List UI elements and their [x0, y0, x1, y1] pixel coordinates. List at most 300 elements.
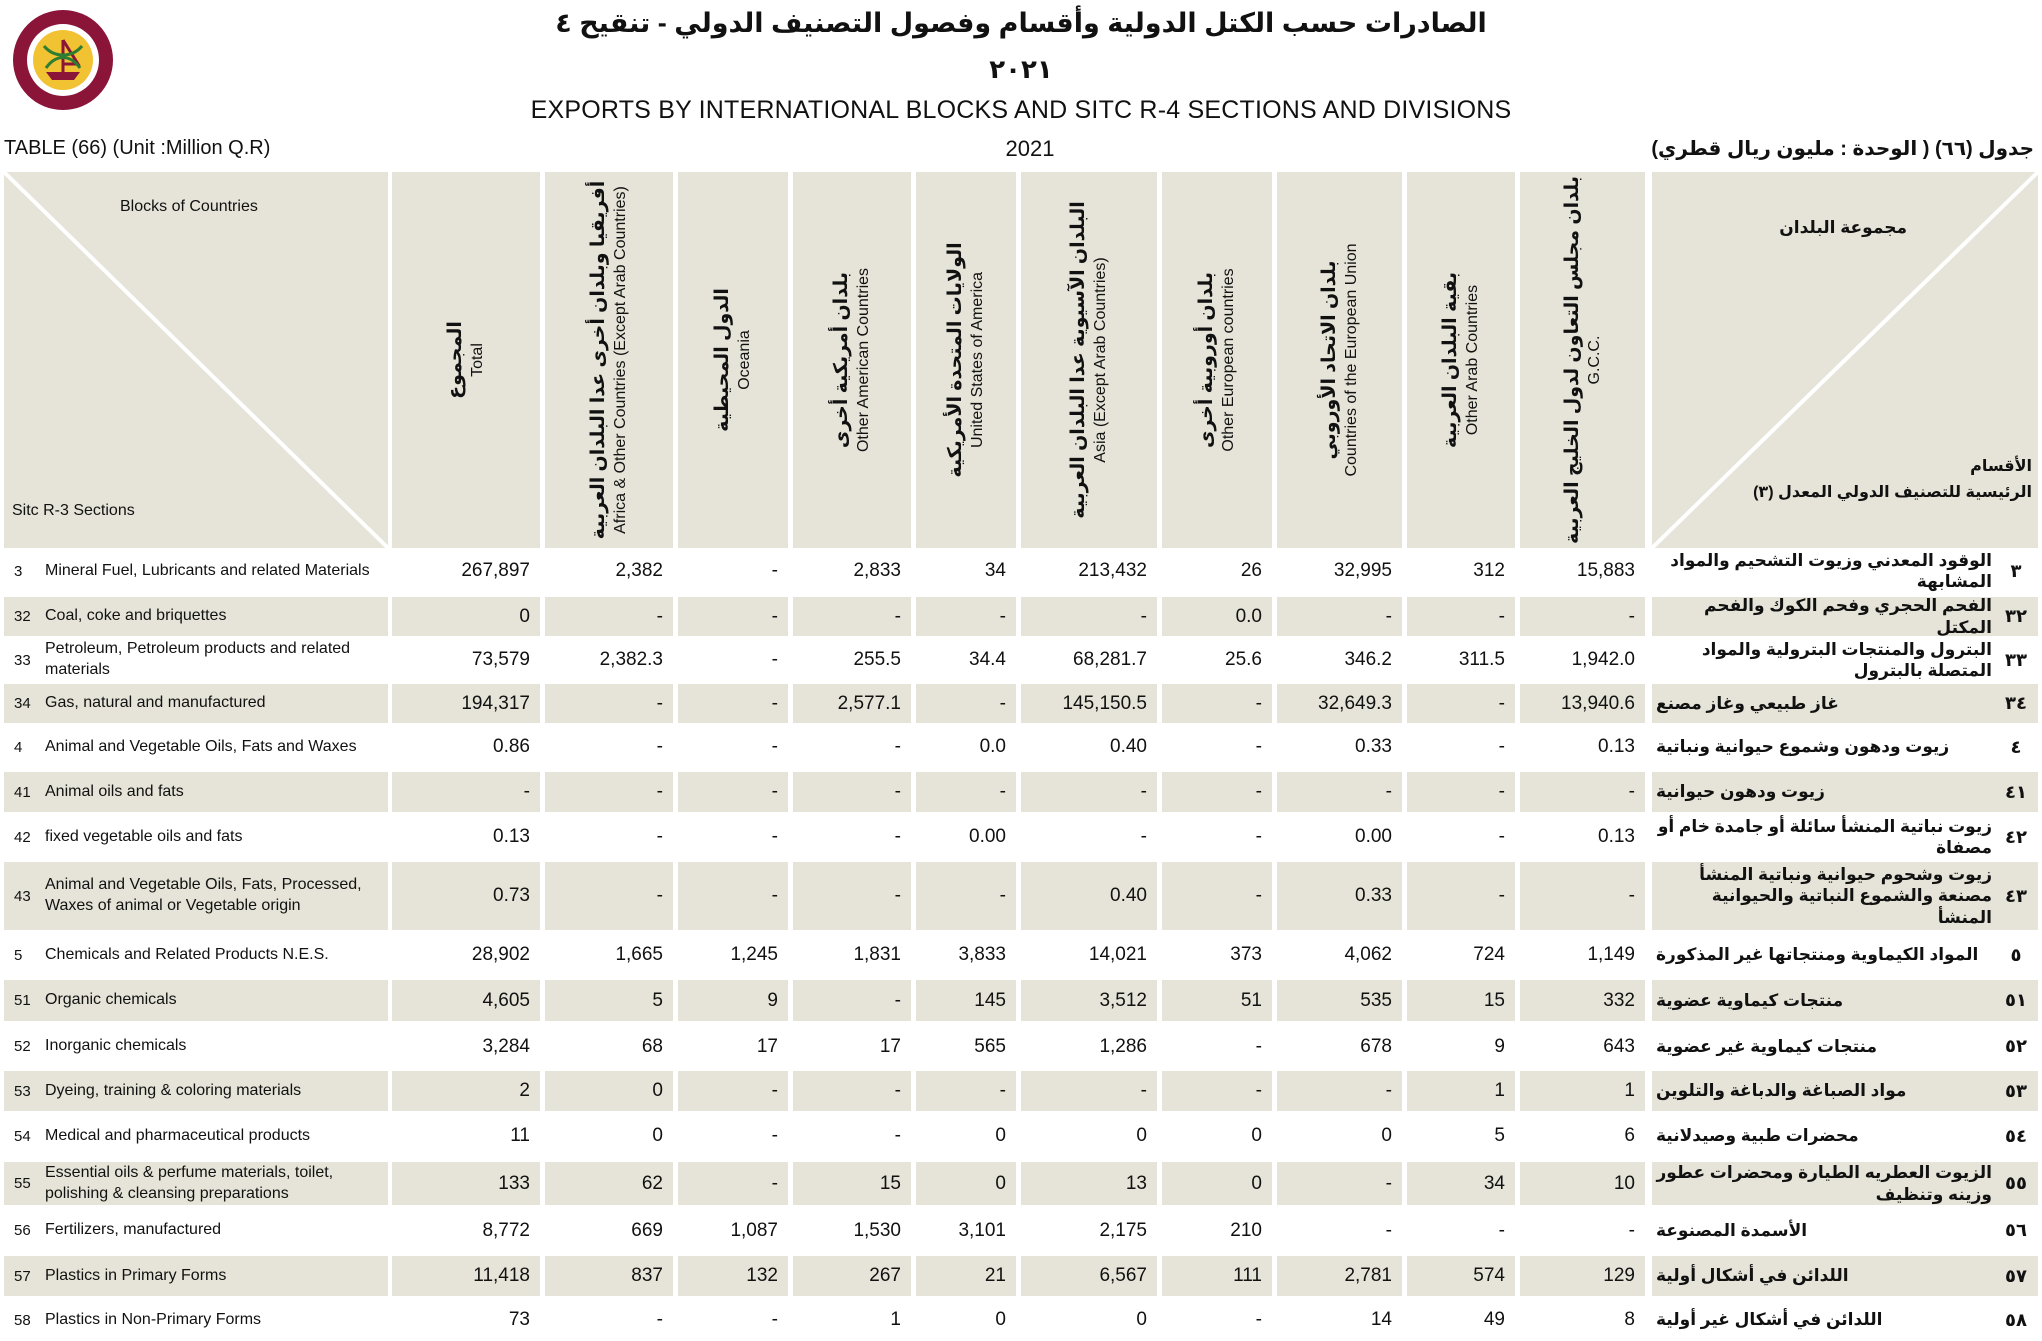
sitc-code: 33: [14, 651, 31, 669]
title-arabic: الصادرات حسب الكتل الدولية وأقسام وفصول التصنيف الدولي - تنقيح ٤: [555, 8, 1487, 38]
value-cell: 2,577.1: [837, 692, 901, 714]
value-cell: 15: [879, 1172, 901, 1194]
column-header-arabic: بقية البلدان العربية: [1440, 271, 1462, 449]
value-cell: 255.5: [853, 649, 901, 670]
value-cell: 2,781: [1344, 1265, 1392, 1286]
value-cell: -: [1140, 1080, 1147, 1101]
column-header-arabic: الدول المحيطية: [712, 288, 734, 432]
value-cell: 17: [756, 1035, 778, 1057]
value-cell: 1,665: [615, 944, 663, 965]
value-cell: 332: [1603, 989, 1635, 1011]
value-cell: 21: [984, 1265, 1006, 1286]
blocks-of-countries-label: Blocks of Countries: [120, 198, 258, 215]
section-description-english: Chemicals and Related Products N.E.S.: [45, 945, 329, 963]
value-cell: -: [771, 1172, 778, 1194]
value-cell: 0: [995, 1172, 1006, 1194]
value-cell: 0: [652, 1080, 663, 1101]
value-cell: 0.00: [969, 826, 1006, 847]
table-row: [0, 980, 2042, 1021]
value-cell: 8,772: [482, 1219, 530, 1241]
value-cell: 2,382.3: [599, 649, 663, 670]
value-cell: 15,883: [1576, 560, 1635, 581]
column-header-label: [711, 288, 755, 432]
value-cell: 1,530: [853, 1219, 901, 1241]
value-cell: 68,281.7: [1073, 649, 1147, 670]
value-cell: 17: [879, 1035, 901, 1057]
section-description-arabic: اللدائن في أشكال غير أولية: [1656, 1310, 1883, 1330]
title-year-arabic: ٢٠٢١: [989, 54, 1053, 84]
value-cell: -: [894, 736, 901, 757]
section-description-arabic: الأسمدة المصنوعة: [1656, 1220, 1808, 1240]
section-description-arabic: محضرات طبية وصيدلانية: [1656, 1126, 1859, 1146]
value-cell: 2,382: [615, 560, 663, 581]
value-cell: 32,995: [1333, 560, 1392, 581]
section-description-arabic: منتجات كيماوية عضوية: [1656, 990, 1844, 1010]
table-number-english: TABLE (66) (Unit :Million Q.R): [4, 137, 271, 159]
section-description-english: Inorganic chemicals: [45, 1037, 187, 1055]
header-corner-left: [4, 172, 388, 548]
value-cell: -: [1255, 1309, 1262, 1330]
value-cell: 0.40: [1110, 736, 1147, 757]
value-cell: 267,897: [461, 560, 530, 581]
section-description-arabic: زيوت نباتية المنشأ سائلة أو جامدة خام أو مصفاة: [1657, 816, 1992, 857]
sitc-code-arabic: ٣: [2010, 560, 2022, 581]
value-cell: 643: [1603, 1035, 1635, 1057]
section-description-arabic: البترول والمنتجات البترولية والمواد المتصلة بالبترول: [1701, 639, 1992, 680]
section-description-arabic: المواد الكيماوية ومنتجاتها غير المذكورة: [1656, 945, 1979, 965]
sitc-code: 55: [14, 1175, 31, 1192]
section-description-arabic: زيوت وشحوم حيوانية ونباتية المنشأ مصنعة والشموع النباتية والحيوانية المنشأ: [1699, 865, 1992, 927]
value-cell: -: [894, 885, 901, 906]
value-cell: 10: [1613, 1172, 1635, 1194]
value-cell: 0.86: [493, 736, 530, 757]
value-cell: 3,284: [482, 1035, 530, 1057]
value-cell: 0.33: [1355, 885, 1392, 906]
column-header-english: Other Arab Countries: [1463, 284, 1481, 436]
value-cell: 1: [1494, 1080, 1505, 1101]
column-header-label: [1067, 201, 1111, 519]
value-cell: 1,149: [1587, 944, 1635, 965]
value-cell: 0: [1251, 1172, 1262, 1194]
section-description-english: Mineral Fuel, Lubricants and related Materials: [45, 561, 370, 579]
column-header-label: [587, 181, 631, 540]
section-description-english: Animal oils and fats: [45, 782, 184, 800]
value-cell: 1,286: [1099, 1035, 1147, 1057]
sitc-code-arabic: ٤: [2010, 736, 2022, 757]
value-cell: 111: [1233, 1265, 1262, 1286]
section-description-english: Petroleum, Petroleum products and related materials: [45, 640, 351, 678]
value-cell: 6: [1624, 1125, 1635, 1146]
value-cell: -: [894, 989, 901, 1011]
sitc-code-arabic: ٤٢: [2005, 826, 2027, 847]
section-description-english: Gas, natural and manufactured: [45, 694, 266, 712]
section-description-english: Coal, coke and briquettes: [45, 607, 227, 625]
value-cell: -: [771, 1125, 778, 1146]
value-cell: -: [894, 826, 901, 847]
column-header-arabic: البلدان الآسيوية عدا البلدان العربية: [1068, 201, 1090, 519]
value-cell: -: [771, 826, 778, 847]
value-cell: -: [1628, 605, 1635, 627]
value-cell: 6,567: [1099, 1265, 1147, 1286]
column-header-english: Africa & Other Countries (Except Arab Countries): [611, 186, 629, 534]
value-cell: 68: [641, 1035, 663, 1057]
value-cell: 0.00: [1355, 826, 1392, 847]
value-cell: -: [771, 560, 778, 581]
value-cell: 15: [1483, 989, 1505, 1011]
value-cell: 0.13: [493, 826, 530, 847]
value-cell: 145,150.5: [1062, 692, 1147, 714]
section-description-english: Medical and pharmaceutical products: [45, 1126, 311, 1144]
value-cell: -: [1498, 781, 1505, 802]
value-cell: 2: [519, 1080, 530, 1101]
table-row: [0, 1301, 2042, 1339]
value-cell: 0: [652, 1125, 663, 1146]
sitc-code: 54: [14, 1127, 31, 1145]
sitc-code: 56: [14, 1222, 31, 1239]
sitc-code-arabic: ٥٦: [2005, 1220, 2027, 1240]
column-header-label: [944, 242, 988, 477]
column-header-english: G.C.C.: [1585, 335, 1603, 385]
section-description-english: Essential oils & perfume materials, toilet, polishing & cleansing preparations: [45, 1163, 334, 1202]
column-header-english: Total: [468, 343, 486, 377]
value-cell: -: [1255, 1080, 1262, 1101]
sitc-code: 5: [14, 946, 23, 964]
table-row: [0, 597, 2042, 636]
table-row: [0, 550, 2042, 592]
section-description-english: fixed vegetable oils and fats: [45, 827, 243, 845]
sitc-code: 4: [14, 738, 23, 756]
value-cell: 25.6: [1225, 649, 1262, 670]
value-cell: 9: [1494, 1035, 1505, 1057]
sitc-code-arabic: ٤١: [2005, 781, 2027, 802]
column-header: [1520, 172, 1645, 548]
column-header: [392, 172, 540, 548]
value-cell: 0: [995, 1309, 1006, 1330]
section-description-arabic: اللدائن في أشكال أولية: [1656, 1266, 1849, 1286]
table-row: [0, 862, 2042, 930]
column-header: [916, 172, 1016, 548]
value-cell: -: [1498, 1219, 1505, 1241]
value-cell: 73: [508, 1309, 530, 1330]
value-cell: 565: [974, 1035, 1006, 1057]
value-cell: -: [771, 1080, 778, 1101]
value-cell: 9: [767, 989, 778, 1011]
value-cell: 0: [1251, 1125, 1262, 1146]
column-header-label: [444, 321, 488, 399]
sitc-code: 58: [14, 1311, 31, 1329]
section-description-english: Plastics in Primary Forms: [45, 1266, 227, 1284]
value-cell: -: [1385, 1219, 1392, 1241]
column-header-arabic: بلدان الاتحاد الأوروبي: [1318, 260, 1340, 460]
value-cell: -: [1498, 885, 1505, 906]
table-row: [0, 1162, 2042, 1205]
value-cell: 194,317: [461, 692, 530, 714]
table-row: [0, 1210, 2042, 1251]
value-cell: 8: [1624, 1309, 1635, 1330]
value-cell: 13: [1125, 1172, 1147, 1194]
column-header: [678, 172, 788, 548]
value-cell: -: [656, 826, 663, 847]
value-cell: 724: [1473, 944, 1505, 965]
section-description-arabic: زيوت ودهون وشموع حيوانية ونباتية: [1656, 737, 1950, 757]
section-description-english: Organic chemicals: [45, 991, 177, 1009]
value-cell: 0.33: [1355, 736, 1392, 757]
value-cell: 312: [1473, 560, 1505, 581]
value-cell: -: [771, 649, 778, 670]
table-row: [0, 1071, 2042, 1111]
column-header-english: United States of America: [968, 271, 986, 449]
section-description-english: Dyeing, training & coloring materials: [45, 1081, 302, 1099]
value-cell: 11: [510, 1125, 530, 1146]
value-cell: 34.4: [969, 649, 1006, 670]
value-cell: 1,245: [730, 944, 778, 965]
column-header: [545, 172, 673, 548]
value-cell: -: [1255, 1035, 1262, 1057]
value-cell: 0.0: [979, 736, 1006, 757]
value-cell: 5: [1494, 1125, 1505, 1146]
value-cell: -: [1498, 605, 1505, 627]
value-cell: 4,605: [482, 989, 530, 1011]
sitc-code-arabic: ٥٥: [2005, 1173, 2027, 1193]
table-row: [0, 684, 2042, 723]
sitc-code: 34: [14, 695, 31, 712]
section-description-arabic: مواد الصباغة والدباغة والتلوين: [1656, 1081, 1907, 1101]
value-cell: -: [1255, 736, 1262, 757]
sections-label-arabic-line2: الرئيسية للتصنيف الدولي المعدل (٣): [1753, 484, 2032, 501]
table-row: [0, 772, 2042, 812]
column-header-arabic: الولايات المتحدة الأمريكية: [945, 242, 967, 478]
sitc-code-arabic: ٣٣: [2005, 649, 2027, 670]
value-cell: 373: [1230, 944, 1262, 965]
sitc-code: 53: [14, 1082, 31, 1100]
value-cell: 1: [1624, 1080, 1635, 1101]
value-cell: -: [1255, 826, 1262, 847]
country-group-label-arabic: مجموعة البلدان: [1779, 218, 1907, 237]
table-row: [0, 1026, 2042, 1067]
value-cell: 3,101: [958, 1219, 1006, 1241]
value-cell: 0.13: [1598, 826, 1635, 847]
value-cell: 2,833: [853, 560, 901, 581]
value-cell: 3,512: [1099, 989, 1147, 1011]
value-cell: 0.0: [1235, 605, 1262, 627]
value-cell: -: [656, 781, 663, 802]
value-cell: -: [999, 885, 1006, 906]
value-cell: 133: [498, 1172, 530, 1194]
column-header-arabic: أفريقيا وبلدان أخرى عدا البلدان العربية: [588, 180, 610, 540]
sitc-code: 43: [14, 887, 31, 905]
sitc-code-arabic: ٤٣: [2005, 885, 2027, 906]
section-description-arabic: غاز طبيعي وغاز مصنع: [1656, 693, 1839, 713]
value-cell: -: [1140, 605, 1147, 627]
value-cell: 13,940.6: [1561, 692, 1635, 714]
value-cell: 14,021: [1088, 944, 1147, 965]
value-cell: 28,902: [471, 944, 530, 965]
value-cell: -: [656, 885, 663, 906]
value-cell: 129: [1603, 1265, 1635, 1286]
value-cell: -: [1498, 692, 1505, 714]
value-cell: -: [999, 692, 1006, 714]
table-row: [0, 1116, 2042, 1156]
value-cell: 73,579: [471, 649, 530, 670]
sitc-code-arabic: ٣٤: [2005, 693, 2027, 713]
sitc-code-arabic: ٣٢: [2005, 606, 2027, 626]
value-cell: 535: [1360, 989, 1392, 1011]
value-cell: -: [656, 605, 663, 627]
sitc-code-arabic: ٥٤: [2005, 1125, 2027, 1146]
section-description-english: Fertilizers, manufactured: [45, 1221, 222, 1239]
table-row: [0, 1256, 2042, 1296]
value-cell: -: [771, 736, 778, 757]
value-cell: -: [1628, 885, 1635, 906]
sitc-code: 42: [14, 828, 31, 846]
diagonal-line-left: [4, 172, 388, 548]
value-cell: -: [1255, 692, 1262, 714]
table-row: [0, 640, 2042, 680]
value-cell: 1,942.0: [1571, 649, 1635, 670]
column-header: [793, 172, 911, 548]
sitc-code-arabic: ٥١: [2005, 990, 2027, 1010]
value-cell: 574: [1473, 1265, 1505, 1286]
value-cell: 837: [631, 1265, 663, 1286]
sitc-code: 41: [14, 783, 31, 801]
value-cell: -: [656, 692, 663, 714]
column-header-arabic: بلدان أمريكية أخرى: [831, 271, 853, 449]
value-cell: 1,831: [853, 944, 901, 965]
table-row: [0, 817, 2042, 857]
value-cell: -: [771, 781, 778, 802]
value-cell: 0.40: [1110, 885, 1147, 906]
value-cell: -: [656, 736, 663, 757]
value-cell: -: [1628, 1219, 1635, 1241]
value-cell: 0: [519, 605, 530, 627]
value-cell: -: [894, 781, 901, 802]
value-cell: 26: [1240, 560, 1262, 581]
column-header: [1021, 172, 1157, 548]
column-header-label: [1439, 272, 1483, 448]
column-header-label: [1561, 176, 1605, 544]
value-cell: 49: [1483, 1309, 1505, 1330]
column-header-english: Other European countries: [1219, 268, 1237, 452]
value-cell: 62: [641, 1172, 663, 1194]
value-cell: 0: [1381, 1125, 1392, 1146]
column-header-label: [1195, 268, 1239, 451]
value-cell: 0: [995, 1125, 1006, 1146]
value-cell: 0: [1136, 1309, 1147, 1330]
column-header-label: [830, 268, 874, 452]
value-cell: -: [1385, 781, 1392, 802]
section-description-arabic: زيوت ودهون حيوانية: [1656, 782, 1825, 802]
value-cell: 678: [1360, 1035, 1392, 1057]
value-cell: -: [771, 692, 778, 714]
value-cell: 51: [1240, 989, 1262, 1011]
column-header: [1407, 172, 1515, 548]
value-cell: -: [1498, 826, 1505, 847]
sections-label-arabic-line1: الأقسام: [1970, 458, 2032, 475]
table-row: [0, 935, 2042, 975]
value-cell: 34: [984, 560, 1006, 581]
sitc-code-arabic: ٥: [2010, 944, 2022, 965]
value-cell: 4,062: [1344, 944, 1392, 965]
value-cell: 132: [746, 1265, 778, 1286]
value-cell: 14: [1370, 1309, 1392, 1330]
value-cell: 32,649.3: [1318, 692, 1392, 714]
value-cell: 0.13: [1598, 736, 1635, 757]
section-description-english: Animal and Vegetable Oils, Fats, Processed, Waxes of animal or Vegetable origin: [45, 876, 362, 914]
column-header-english: Asia (Except Arab Countries): [1091, 257, 1109, 463]
sitc-sections-label: Sitc R-3 Sections: [12, 502, 135, 519]
value-cell: 5: [652, 989, 663, 1011]
value-cell: 0: [1136, 1125, 1147, 1146]
sitc-code-arabic: ٥٢: [2005, 1036, 2027, 1056]
value-cell: -: [1255, 781, 1262, 802]
value-cell: 11,418: [473, 1265, 530, 1286]
value-cell: 2,175: [1099, 1219, 1147, 1241]
value-cell: -: [1385, 1172, 1392, 1194]
value-cell: -: [1140, 826, 1147, 847]
value-cell: -: [894, 605, 901, 627]
value-cell: 346.2: [1344, 649, 1392, 670]
value-cell: -: [1255, 885, 1262, 906]
sitc-code: 57: [14, 1267, 31, 1285]
section-description-english: Plastics in Non-Primary Forms: [45, 1310, 262, 1328]
column-header: [1277, 172, 1402, 548]
column-header-english: Countries of the European Union: [1342, 243, 1360, 477]
value-cell: 3,833: [958, 944, 1006, 965]
value-cell: -: [999, 605, 1006, 627]
value-cell: -: [1140, 781, 1147, 802]
value-cell: 213,432: [1078, 560, 1147, 581]
sitc-code-arabic: ٥٨: [2005, 1309, 2027, 1330]
value-cell: -: [894, 1125, 901, 1146]
value-cell: 267: [869, 1265, 901, 1286]
column-header-english: Other American Countries: [854, 267, 872, 453]
table-year: 2021: [1005, 136, 1055, 161]
sitc-code-arabic: ٥٧: [2005, 1265, 2027, 1286]
value-cell: 210: [1230, 1219, 1262, 1241]
value-cell: 0.73: [493, 885, 530, 906]
value-cell: 669: [631, 1219, 663, 1241]
column-header: [1162, 172, 1272, 548]
value-cell: 311.5: [1458, 649, 1505, 670]
value-cell: 1,087: [730, 1219, 778, 1241]
value-cell: -: [894, 1080, 901, 1101]
value-cell: -: [771, 885, 778, 906]
value-cell: -: [771, 605, 778, 627]
section-description-arabic: الزيوت العطريه الطيارة ومحضرات عطور وزينه وتنظيف: [1656, 1163, 1992, 1204]
value-cell: -: [656, 1309, 663, 1330]
value-cell: 34: [1483, 1172, 1505, 1194]
section-description-arabic: الوقود المعدني وزيوت التشحيم والمواد المشابهة: [1670, 550, 1992, 591]
sitc-code: 32: [14, 608, 31, 625]
value-cell: -: [523, 781, 530, 802]
value-cell: -: [1498, 736, 1505, 757]
value-cell: 1: [890, 1309, 901, 1330]
value-cell: -: [999, 1080, 1006, 1101]
column-header-arabic: بلدان أوروبية أخرى: [1196, 271, 1218, 449]
value-cell: -: [1385, 1080, 1392, 1101]
sitc-code: 52: [14, 1038, 31, 1055]
sitc-code: 51: [14, 992, 31, 1009]
section-description-arabic: الفحم الحجري وفحم الكوك والفحم المكتل: [1703, 596, 1992, 637]
table-number-arabic: جدول (٦٦) ( الوحدة : مليون ريال قطري): [1651, 138, 2034, 160]
column-header-label: [1318, 243, 1362, 476]
table-row: [0, 727, 2042, 767]
sitc-code-arabic: ٥٣: [2005, 1080, 2027, 1101]
section-description-english: Animal and Vegetable Oils, Fats and Waxes: [45, 737, 357, 755]
value-cell: -: [771, 1309, 778, 1330]
value-cell: -: [999, 781, 1006, 802]
column-header-arabic: بلدان مجلس التعاون لدول الخليج العربية: [1561, 176, 1583, 544]
